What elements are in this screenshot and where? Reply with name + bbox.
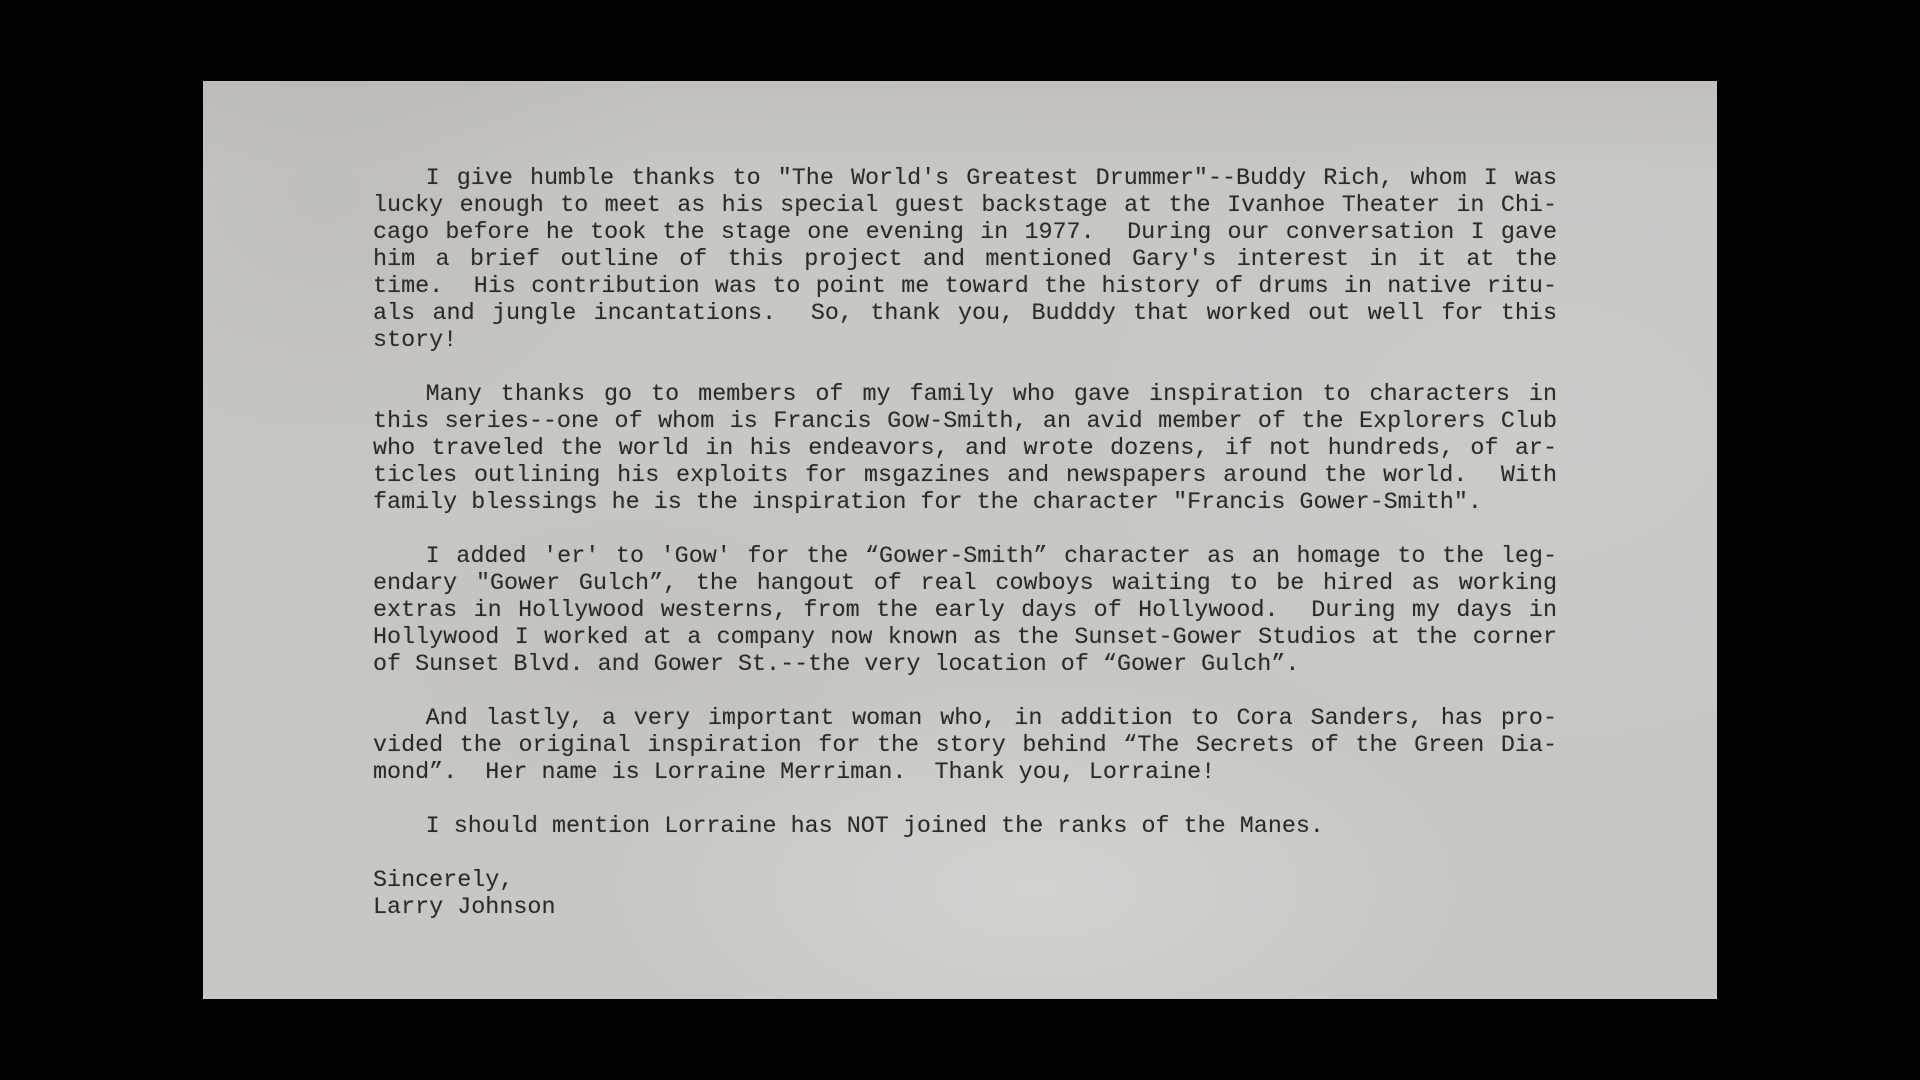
closing: Sincerely, [373,868,514,894]
paragraph [373,166,1557,355]
letter-body [373,166,1557,922]
paragraph [373,382,1557,517]
letter-line: lucky enough to meet as his special guest backstage at the Ivanhoe Theater in Chi- [373,193,1557,219]
signature: Larry Johnson [373,895,556,921]
letter-line: him a brief outline of this project and mentioned Gary's interest in it at the [373,247,1557,273]
letter-line: als and jungle incantations. So, thank you, Budddy that worked out well for this [373,301,1557,327]
letter-line: endary "Gower Gulch”, the hangout of real cowboys waiting to be hired as working [373,571,1557,597]
paragraph [373,814,1557,841]
letter-line: Many thanks go to members of my family who gave inspiration to characters in [425,382,1557,408]
letter-line: who traveled the world in his endeavors, and wrote dozens, if not hundreds, of ar- [373,436,1557,462]
paragraph [373,706,1557,787]
letter-line: of Sunset Blvd. and Gower St.--the very location of “Gower Gulch”. [373,652,1300,678]
letter-line: I added 'er' to 'Gow' for the “Gower-Smith” character as an homage to the leg- [425,544,1557,570]
paragraph [373,544,1557,679]
letter-line: extras in Hollywood westerns, from the early days of Hollywood. During my days in [373,598,1557,624]
letter-line: mond”. Her name is Lorraine Merriman. Thank you, Lorraine! [373,760,1216,786]
letter-line: I give humble thanks to "The World's Greatest Drummer"--Buddy Rich, whom I was [425,166,1557,192]
closing-block [373,868,1557,922]
letter-paragraphs [373,166,1557,841]
letter-page [203,81,1717,999]
letter-line: time. His contribution was to point me toward the history of drums in native ritu- [373,274,1557,300]
letter-line: cago before he took the stage one evening in 1977. During our conversation I gave [373,220,1557,246]
letter-line: And lastly, a very important woman who, in addition to Cora Sanders, has pro- [425,706,1557,732]
letter-line: family blessings he is the inspiration for the character "Francis Gower-Smith". [373,490,1482,516]
letter-line: ticles outlining his exploits for msgazines and newspapers around the world. With [373,463,1557,489]
letter-line: this series--one of whom is Francis Gow-Smith, an avid member of the Explorers Club [373,409,1557,435]
letter-line: I should mention Lorraine has NOT joined the ranks of the Manes. [425,814,1324,840]
letter-line: Hollywood I worked at a company now known as the Sunset-Gower Studios at the corner [373,625,1557,651]
letter-line: story! [373,328,458,354]
letter-line: vided the original inspiration for the story behind “The Secrets of the Green Dia- [373,733,1557,759]
